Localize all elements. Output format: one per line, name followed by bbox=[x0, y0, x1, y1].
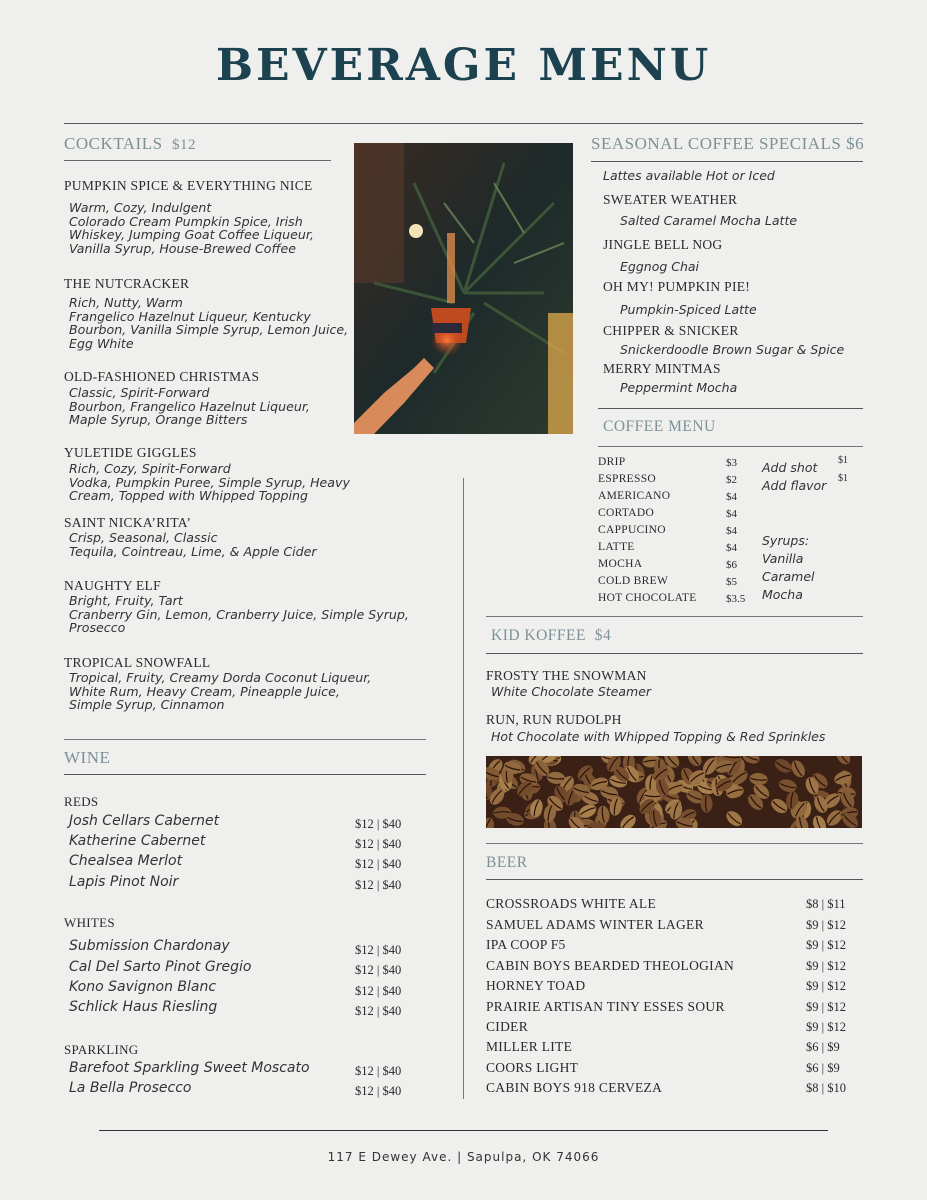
syrup-item: Caramel bbox=[762, 569, 815, 584]
beer-item: CABIN BOYS 918 CERVEZA bbox=[486, 1080, 663, 1095]
beer-price: $6 | $9 bbox=[806, 1040, 840, 1054]
beer-item: IPA COOP F5 bbox=[486, 937, 566, 952]
wine-price: $12 | $40 bbox=[355, 1084, 402, 1098]
cocktail-name: YULETIDE GIGGLES bbox=[64, 445, 197, 460]
coffee-divider bbox=[598, 446, 863, 447]
beer-price: $9 | $12 bbox=[806, 979, 847, 993]
kid-item-name: FROSTY THE SNOWMAN bbox=[486, 668, 647, 683]
wine-price: $12 | $40 bbox=[355, 1064, 402, 1078]
wine-price: $12 | $40 bbox=[355, 1004, 402, 1018]
coffee-item: CAPPUCINO bbox=[598, 524, 666, 536]
cocktails-divider bbox=[64, 160, 331, 161]
wine-item: Kono Savignon Blanc bbox=[69, 979, 217, 995]
wine-group-reds: REDS bbox=[64, 794, 99, 809]
beer-item: MILLER LITE bbox=[486, 1039, 573, 1054]
coffee-price: $4 bbox=[726, 525, 737, 537]
cocktail-desc: Rich, Nutty, Warm Frangelico Hazelnut Liqueur, Kentucky Bourbon, Vanilla Simple Syrup, Lemon Juice, Egg White bbox=[69, 295, 349, 351]
wine-group-whites: WHITES bbox=[64, 915, 115, 930]
coffee-item: MOCHA bbox=[598, 558, 643, 570]
wine-item: Chealsea Merlot bbox=[69, 853, 183, 869]
beer-item: PRAIRIE ARTISAN TINY ESSES SOUR bbox=[486, 999, 725, 1014]
coffee-price: $4 bbox=[726, 542, 737, 554]
cocktails-heading: COCKTAILS $12 bbox=[64, 134, 197, 153]
cocktail-desc: Warm, Cozy, Indulgent Colorado Cream Pumpkin Spice, Irish Whiskey, Jumping Goat Coffee Liqueur, Vanilla Syrup, House-Brewed Coffee bbox=[69, 200, 314, 256]
wine-item: Katherine Cabernet bbox=[69, 833, 206, 849]
page-title: BEVERAGE MENU bbox=[215, 40, 712, 91]
seasonal-desc: Pumpkin-Spiced Latte bbox=[620, 302, 757, 317]
beer-item: SAMUEL ADAMS WINTER LAGER bbox=[486, 917, 704, 932]
coffee-divider-top bbox=[598, 408, 863, 409]
kid-item-name: RUN, RUN RUDOLPH bbox=[486, 712, 622, 727]
addon-item: Add shot bbox=[762, 460, 818, 475]
cocktail-desc: Rich, Cozy, Spirit-Forward Vodka, Pumpkin Puree, Simple Syrup, Heavy Cream, Topped with Whipped Topping bbox=[69, 461, 350, 504]
addon-item: Add flavor bbox=[762, 478, 827, 493]
beer-item: CROSSROADS WHITE ALE bbox=[486, 896, 657, 911]
beer-item: HORNEY TOAD bbox=[486, 978, 586, 993]
coffee-price: $4 bbox=[726, 508, 737, 520]
seasonal-desc: Peppermint Mocha bbox=[620, 380, 738, 395]
beer-item: CABIN BOYS BEARDED THEOLOGIAN bbox=[486, 958, 735, 973]
seasonal-name: JINGLE BELL NOG bbox=[603, 237, 723, 252]
beer-price: $9 | $12 bbox=[806, 938, 847, 952]
coffee-price: $5 bbox=[726, 576, 737, 588]
wine-price: $12 | $40 bbox=[355, 943, 402, 957]
coffee-price: $2 bbox=[726, 474, 737, 486]
seasonal-name: MERRY MINTMAS bbox=[603, 361, 721, 376]
beer-price: $9 | $12 bbox=[806, 959, 847, 973]
coffee-item: CORTADO bbox=[598, 507, 655, 519]
wine-price: $12 | $40 bbox=[355, 963, 402, 977]
coffee-item: DRIP bbox=[598, 456, 626, 468]
coffee-item: HOT CHOCOLATE bbox=[598, 592, 697, 604]
beer-price: $6 | $9 bbox=[806, 1061, 840, 1075]
wine-divider bbox=[64, 774, 426, 775]
cocktail-desc: Crisp, Seasonal, Classic Tequila, Cointreau, Lime, & Apple Cider bbox=[69, 530, 317, 559]
beer-item: COORS LIGHT bbox=[486, 1060, 579, 1075]
syrup-item: Vanilla bbox=[762, 551, 804, 566]
syrup-item: Mocha bbox=[762, 587, 803, 602]
seasonal-heading: SEASONAL COFFEE SPECIALS $6 bbox=[591, 134, 865, 153]
cocktail-name: PUMPKIN SPICE & EVERYTHING NICE bbox=[64, 178, 313, 193]
addon-price: $1 bbox=[838, 473, 848, 484]
coffee-item: COLD BREW bbox=[598, 575, 669, 587]
beer-heading: BEER bbox=[486, 854, 528, 871]
wine-price: $12 | $40 bbox=[355, 817, 402, 831]
seasonal-name: OH MY! PUMPKIN PIE! bbox=[603, 279, 751, 294]
seasonal-note: Lattes available Hot or Iced bbox=[603, 168, 775, 183]
kid-divider-top bbox=[486, 616, 863, 617]
beer-price: $9 | $12 bbox=[806, 918, 847, 932]
beer-divider bbox=[486, 879, 863, 880]
coffee-price: $6 bbox=[726, 559, 737, 571]
beer-price: $8 | $10 bbox=[806, 1081, 847, 1095]
cocktail-desc: Tropical, Fruity, Creamy Dorda Coconut Liqueur, White Rum, Heavy Cream, Pineapple Juice, Simple Syrup, Cinnamon bbox=[69, 670, 372, 713]
seasonal-divider bbox=[591, 161, 863, 162]
cocktail-desc: Classic, Spirit-Forward Bourbon, Frangelico Hazelnut Liqueur, Maple Syrup, Orange Bitters bbox=[69, 385, 310, 428]
wine-item: Cal Del Sarto Pinot Gregio bbox=[69, 959, 252, 975]
wine-price: $12 | $40 bbox=[355, 984, 402, 998]
wine-item: Josh Cellars Cabernet bbox=[69, 813, 220, 829]
kid-item-desc: Hot Chocolate with Whipped Topping & Red Sprinkles bbox=[491, 729, 826, 744]
cocktail-name: TROPICAL SNOWFALL bbox=[64, 655, 211, 670]
wine-item: Submission Chardonay bbox=[69, 938, 230, 954]
coffee-item: ESPRESSO bbox=[598, 473, 657, 485]
kid-heading: KID KOFFEE $4 bbox=[491, 627, 612, 644]
wine-price: $12 | $40 bbox=[355, 857, 402, 871]
seasonal-desc: Snickerdoodle Brown Sugar & Spice bbox=[620, 342, 845, 357]
wine-price: $12 | $40 bbox=[355, 878, 402, 892]
wine-divider-top bbox=[64, 739, 426, 740]
footer-address: 117 E Dewey Ave. | Sapulpa, OK 74066 bbox=[327, 1150, 600, 1164]
kid-divider bbox=[486, 653, 863, 654]
wine-item: Schlick Haus Riesling bbox=[69, 999, 218, 1015]
beer-divider-top bbox=[486, 843, 863, 844]
beer-price: $8 | $11 bbox=[806, 897, 846, 911]
cocktail-photo bbox=[354, 143, 573, 434]
column-divider bbox=[463, 478, 464, 1099]
cocktail-name: SAINT NICKA’RITA’ bbox=[64, 515, 192, 530]
wine-group-sparkling: SPARKLING bbox=[64, 1042, 139, 1057]
coffee-item: LATTE bbox=[598, 541, 635, 553]
coffee-price: $3 bbox=[726, 457, 737, 469]
seasonal-desc: Salted Caramel Mocha Latte bbox=[620, 213, 798, 228]
seasonal-name: CHIPPER & SNICKER bbox=[603, 323, 739, 338]
seasonal-desc: Eggnog Chai bbox=[620, 259, 700, 274]
coffee-beans-photo bbox=[486, 756, 862, 828]
cocktail-name: THE NUTCRACKER bbox=[64, 276, 190, 291]
beer-item: CIDER bbox=[486, 1019, 528, 1034]
cocktail-name: NAUGHTY ELF bbox=[64, 578, 161, 593]
footer-divider bbox=[99, 1130, 828, 1131]
coffee-item: AMERICANO bbox=[598, 490, 671, 502]
cocktail-name: OLD-FASHIONED CHRISTMAS bbox=[64, 369, 260, 384]
wine-price: $12 | $40 bbox=[355, 837, 402, 851]
beer-price: $9 | $12 bbox=[806, 1000, 847, 1014]
wine-item: Lapis Pinot Noir bbox=[69, 874, 179, 890]
wine-item: Barefoot Sparkling Sweet Moscato bbox=[69, 1060, 310, 1076]
kid-item-desc: White Chocolate Steamer bbox=[491, 684, 652, 699]
seasonal-name: SWEATER WEATHER bbox=[603, 192, 738, 207]
coffee-price: $4 bbox=[726, 491, 737, 503]
syrups-label: Syrups: bbox=[762, 533, 810, 548]
wine-heading: WINE bbox=[64, 748, 111, 767]
cocktail-desc: Bright, Fruity, Tart Cranberry Gin, Lemon, Cranberry Juice, Simple Syrup, Prosecco bbox=[69, 593, 409, 636]
coffee-price: $3.5 bbox=[726, 593, 746, 605]
beer-price: $9 | $12 bbox=[806, 1020, 847, 1034]
top-divider bbox=[64, 123, 863, 124]
coffee-heading: COFFEE MENU bbox=[603, 418, 716, 435]
wine-item: La Bella Prosecco bbox=[69, 1080, 192, 1096]
addon-price: $1 bbox=[838, 455, 848, 466]
